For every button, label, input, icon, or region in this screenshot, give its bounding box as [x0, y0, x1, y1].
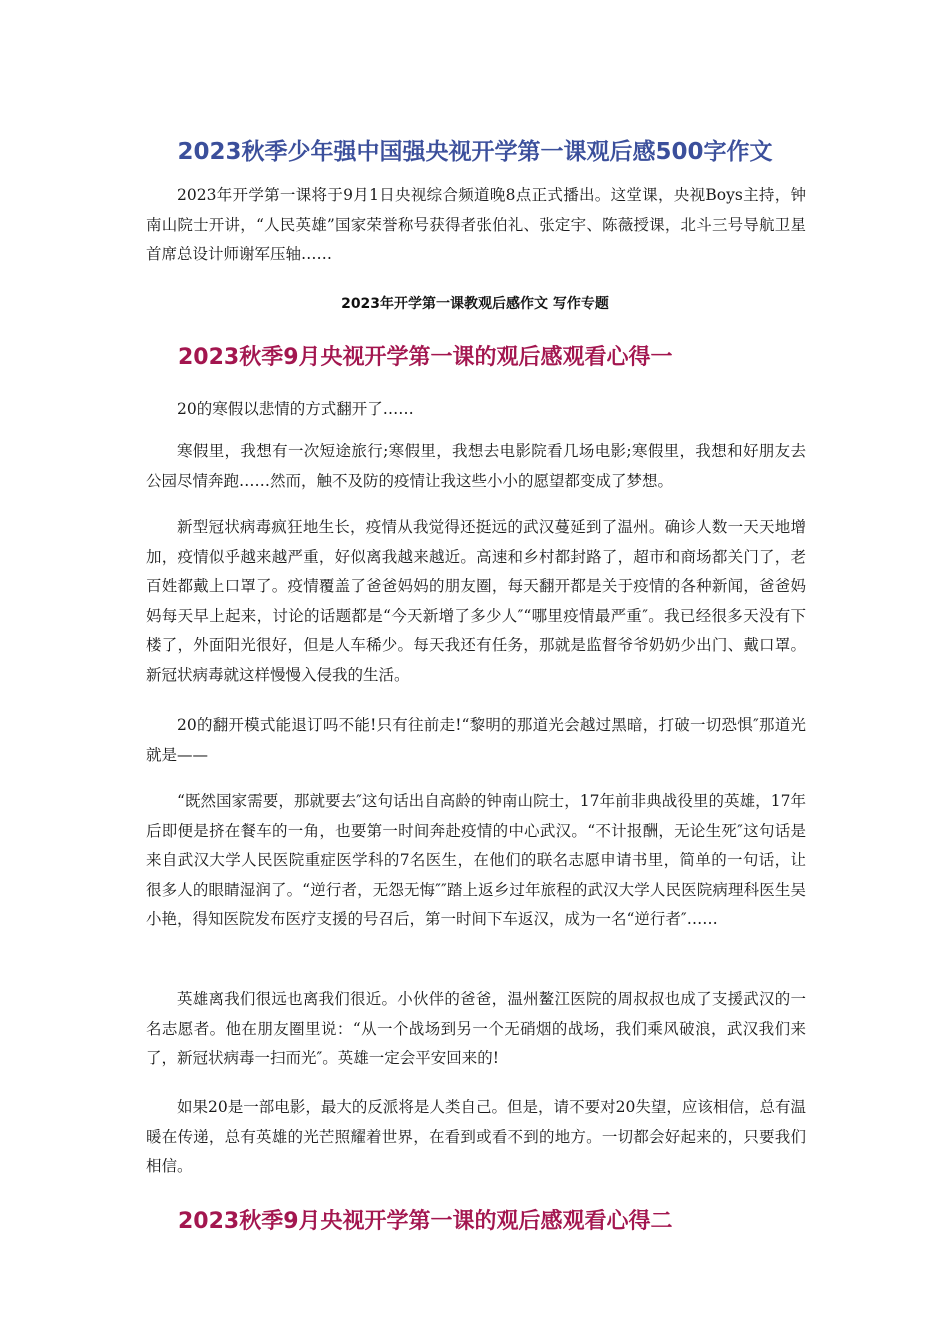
body-paragraph-6: 英雄离我们很远也离我们很近。小伙伴的爸爸，温州鳌江医院的周叔叔也成了支援武汉的一名志愿者。他在朋友圈里说：“从一个战场到另一个无硝烟的战场，我们乘风破浪，武汉我们来了，新冠状病毒一扫而光″。英雄一定会平安回来的!: [146, 990, 806, 1067]
body-paragraph-3: 新型冠状病毒疯狂地生长，疫情从我觉得还挺远的武汉蔓延到了温州。确诊人数一天天地增加，疫情似乎越来越严重，好似离我越来越近。高速和乡村都封路了，超市和商场都关门了，老百姓都戴上口罩了。疫情覆盖了爸爸妈妈的朋友圈，每天翻开都是关于疫情的各种新闻，爸爸妈妈每天早上起来，讨论的话题都是“今天新增了多少人″“哪里疫情最严重″。我已经很多天没有下楼了，外面阳光很好，但是人车稀少。每天我还有任务，那就是监督爷爷奶奶少出门、戴口罩。新冠状病毒就这样慢慢入侵我的生活。: [146, 518, 806, 684]
section-heading-2: 2023秋季9月央视开学第一课的观后感观看心得二: [178, 1209, 673, 1234]
body-paragraph-2: 寒假里，我想有一次短途旅行;寒假里，我想去电影院看几场电影;寒假里，我想和好朋友去公园尽情奔跑……然而，触不及防的疫情让我这些小小的愿望都变成了梦想。: [146, 442, 806, 490]
body-paragraph-1: 20的寒假以悲情的方式翻开了……: [177, 400, 414, 418]
article-subtitle: 2023年开学第一课教观后感作文 写作专题: [341, 296, 609, 312]
body-paragraph-5: “既然国家需要，那就要去″这句话出自高龄的钟南山院士，17年前非典战役里的英雄，17年后即便是挤在餐车的一角，也要第一时间奔赴疫情的中心武汉。“不计报酬，无论生死″这句话是来自武汉大学人民医院重症医学科的7名医生，在他们的联名志愿申请书里，简单的一句话，让很多人的眼睛湿润了。“逆行者，无怨无悔″″踏上返乡过年旅程的武汉大学人民医院病理科医生吴小艳，得知医院发布医疗支援的号召后，第一时间下车返汉，成为一名“逆行者″……: [146, 792, 806, 928]
section-heading-1: 2023秋季9月央视开学第一课的观后感观看心得一: [178, 345, 673, 370]
body-paragraph-4: 20的翻开模式能退订吗不能!只有往前走!“黎明的那道光会越过黑暗，打破一切恐惧″那道光就是——: [146, 716, 806, 764]
intro-paragraph: 2023年开学第一课将于9月1日央视综合频道晚8点正式播出。这堂课，央视Boys主持，钟南山院士开讲，“人民英雄”国家荣誉称号获得者张伯礼、张定宇、陈薇授课，北斗三号导航卫星首席总设计师谢军压轴……: [146, 186, 806, 263]
body-paragraph-7: 如果20是一部电影，最大的反派将是人类自己。但是，请不要对20失望，应该相信，总有温暖在传递，总有英雄的光芒照耀着世界，在看到或看不到的地方。一切都会好起来的，只要我们相信。: [146, 1098, 806, 1175]
document-title: 2023秋季少年强中国强央视开学第一课观后感500字作文: [177, 139, 773, 165]
